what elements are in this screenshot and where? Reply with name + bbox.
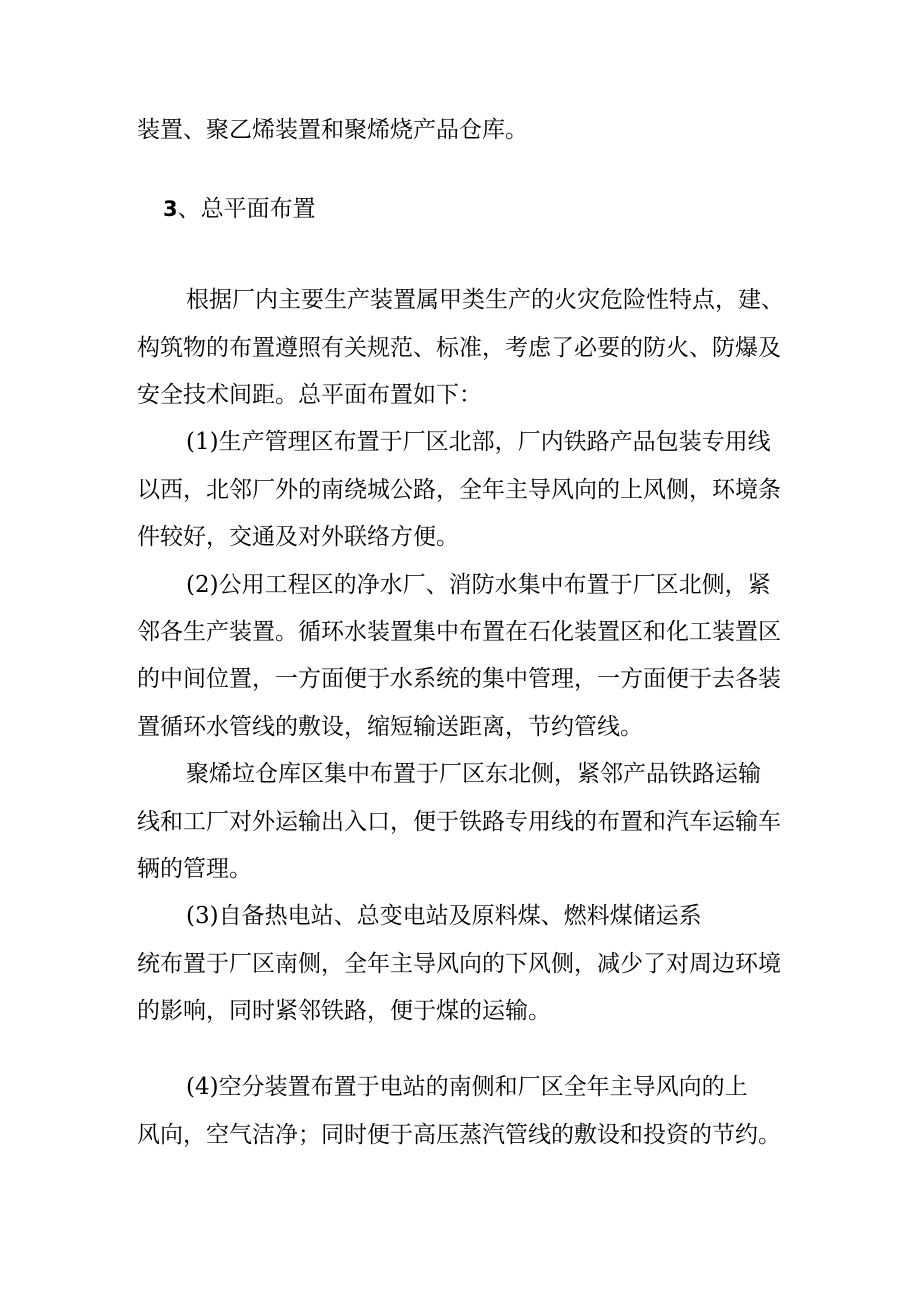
- paragraph-line: 安全技术间距。总平面布置如下：: [137, 382, 482, 408]
- paragraph-line: (1)生产管理区布置于厂区北部，厂内铁路产品包装专用线: [186, 429, 771, 455]
- intro-tail-line: 装置、聚乙烯装置和聚烯烧产品仓库。: [137, 117, 528, 143]
- paragraph-line: (3)自备热电站、总变电站及原料煤、燃料煤储运系: [186, 903, 702, 929]
- paragraph-line: 根据厂内主要生产装置属甲类生产的火灾危险性特点，建、: [186, 287, 784, 313]
- paragraph-line: 统布置于厂区南侧，全年主导风向的下风侧，减少了对周边环境: [137, 951, 781, 977]
- paragraph-line: 的影响，同时紧邻铁路，便于煤的运输。: [137, 998, 551, 1024]
- paragraph-line: 以西，北邻厂外的南绕城公路，全年主导风向的上风侧，环境条: [137, 477, 781, 503]
- paragraph-line: 聚烯垃仓库区集中布置于厂区东北侧，紧邻产品铁路运输: [186, 761, 761, 787]
- paragraph-line: (4)空分装置布置于电站的南侧和厂区全年主导风向的上: [186, 1074, 748, 1100]
- paragraph-line: 构筑物的布置遵照有关规范、标准，考虑了必要的防火、防爆及: [137, 335, 781, 361]
- paragraph-line: 的中间位置，一方面便于水系统的集中管理，一方面便于去各装: [137, 666, 781, 692]
- section-title: 、总平面布置: [177, 196, 316, 222]
- paragraph-line: 线和工厂对外运输出入口，便于铁路专用线的布置和汽车运输车: [137, 809, 781, 835]
- paragraph-line: 风向，空气洁净；同时便于高压蒸汽管线的敷设和投资的节约。: [137, 1122, 781, 1148]
- section-heading: [163, 194, 316, 224]
- paragraph-line: 置循环水管线的敷设，缩短输送距离，节约管线。: [137, 714, 643, 740]
- paragraph-line: 邻各生产装置。循环水装置集中布置在石化装置区和化工装置区: [137, 619, 781, 645]
- paragraph-line: 件较好，交通及对外联络方便。: [137, 524, 459, 550]
- paragraph-line: (2)公用工程区的净水厂、消防水集中布置于厂区北侧，紧: [186, 572, 771, 598]
- paragraph-line: 辆的管理。: [137, 856, 252, 882]
- section-number: 3: [163, 197, 178, 221]
